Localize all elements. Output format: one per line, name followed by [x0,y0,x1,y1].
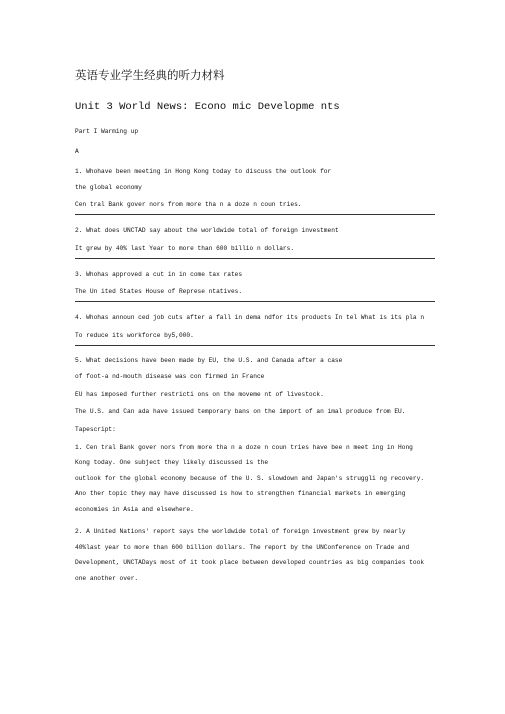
answer-block [75,244,435,259]
tapescript-line: 40%last year to more than 600 billion dollars. The report by the UNConference on Trade and [75,543,410,551]
unit-title: Unit 3 World News: Econo mic Developme nts [75,101,340,113]
question-text: 1. Whohave been meeting in Hong Kong today to discuss the outlook for [75,168,332,175]
question-text: of foot-a nd-mouth disease was con firmed in France [75,373,265,381]
question-item-3 [75,270,435,303]
question-text: 2. What does UNCTAD say about the worldwide total of foreign investment [75,227,339,235]
tapescript-paragraph-2 [75,527,435,583]
answer-block [75,287,435,302]
question-text: 3. Whohas approved a cut in in come tax rates [75,270,243,278]
tapescript-line: Kong today. One subject they likely discussed is the [75,459,269,467]
section-label: A [75,148,79,155]
tapescript-paragraph-1 [75,443,435,514]
tapescript-line: Development, UNCTADays most of it took place between developed countries as big companies took [75,559,425,567]
answer-text: EU has imposed further restricti ons on the moveme nt of livestock. [75,390,324,398]
tapescript-line: Ano ther topic they may have discussed is how to strengthen financial markets in emerging [75,490,406,498]
tapescript-line: 1. Cen tral Bank gover nors from more tha n a doze n coun tries have bee n meet ing in Hong [75,443,413,451]
question-item-2 [75,226,435,259]
tapescript-line: economies in Asia and elsewhere. [75,505,194,513]
tapescript-line: 2. A United Nations' report says the worldwide total of foreign investment grew by nearly [75,528,406,536]
tapescript-label: Tapescript: [75,425,116,433]
question-text: 5. What decisions have been made by EU, the U.S. and Canada after a case [75,357,343,365]
page-content [75,68,435,590]
question-item-5 [75,356,435,416]
question-item-4 [75,313,435,346]
answer-text: To reduce its workforce by5,000. [75,331,194,339]
question-item-1 [75,167,435,215]
part-heading: Part I Warming up [75,128,139,135]
answer-text: The Un ited States House of Represe ntatives. [75,288,243,296]
answer-block [75,200,435,215]
answer-text: It grew by 40% last Year to more than 600 billio n dollars. [75,244,295,252]
answer-block [75,331,435,346]
answer-text: The U.S. and Can ada have issued temporary bans on the import of an imal produce from EU. [75,408,406,416]
tapescript-line: outlook for the global economy because of the U. S. slowdown and Japan's struggli ng recovery. [75,474,425,482]
answer-text: Cen tral Bank gover nors from more tha n a doze n coun tries. [75,201,302,209]
document-title: 英语专业学生经典的听力材料 [75,68,225,82]
tapescript-line: one another over. [75,575,139,583]
question-text: 4. Whohas announ ced job cuts after a fall in dema ndfor its products In tel What is its pla n [75,313,425,321]
question-text: the global economy [75,183,142,191]
